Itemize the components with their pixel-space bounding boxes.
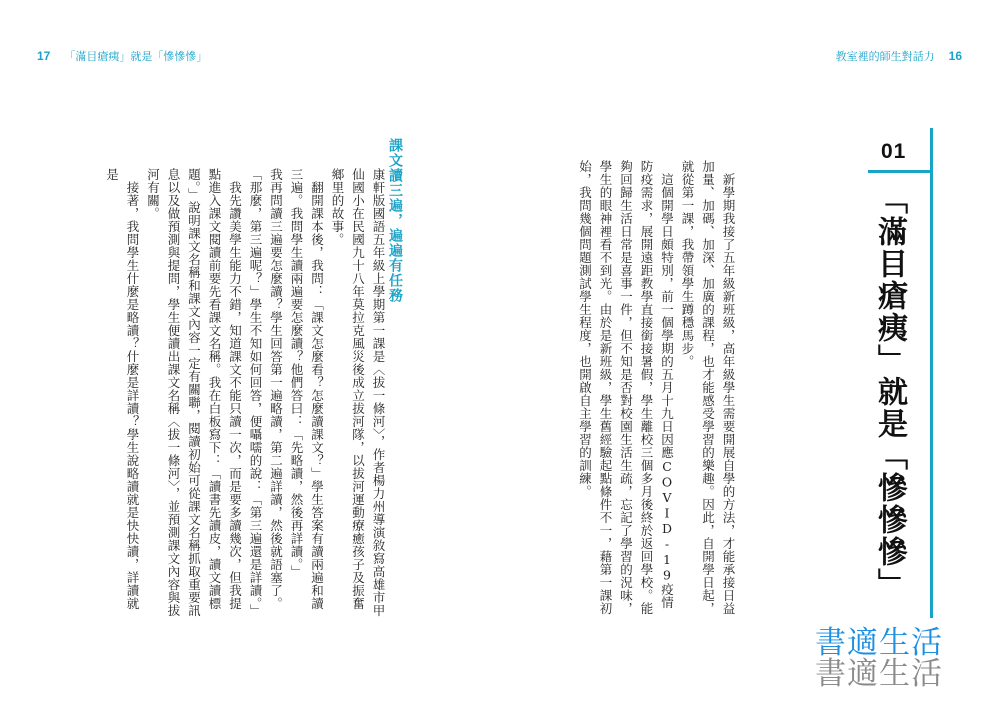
chapter-title-block [868, 128, 938, 628]
chapter-accent-vertical-rule [930, 128, 933, 618]
left-running-header [37, 48, 207, 64]
chapter-number: 01 [881, 140, 907, 163]
section-heading: 課文讀三遍，遍遍有任務 [387, 138, 403, 303]
right-page-number: 16 [948, 49, 962, 63]
left-header-title: 「滿目瘡痍」就是「慘慘慘」 [64, 50, 208, 63]
brand-watermark-primary: 書適生活 [815, 625, 943, 661]
right-header-title: 教室裡的師生對話力 [835, 50, 935, 63]
left-page-body: 康軒版國語五年級上學期第一課是〈拔一條河〉，作者楊力州導演敘寫高雄市甲仙國小在民國九十八年莫拉克風災後成立拔河隊，以拔河運動療癒孩子及振奮鄉里的故事。 翻開課本後，我問：「課文怎麼看？怎麼讀課文？」學生答案有讀兩遍和讀三遍。我問學生讀兩遍要怎麼讀？他們答曰：「先略讀，然後再詳讀。」 我再問讀三遍要怎麼讀？學生回答第一遍略讀，第二遍詳讀，然後就語塞了。「那麼，第三遍呢？」學生不知如何回答，便囁嚅的說：「第三遍還是詳讀。」 我先讚美學生能力不錯，知道課文不能只讀一次，而是要多讀幾次，但我提點進入課文閱讀前要先看課文名稱。我在白板寫下：「讀書先讀皮，讀文讀標題。」說明課文名稱和課文內容一定有關聯，閱讀初始可從課文名稱抓取重要訊息以及做預測與提問，學生便讀出課文名稱〈拔一條河〉，並預測課文內容與拔河有關。 接著，我問學生什麼是略讀？什麼是詳讀？學生說略讀就是快快讀，詳讀就是 [104, 168, 386, 617]
brand-watermark-secondary: 書適生活 [815, 656, 943, 692]
right-running-header [836, 48, 962, 64]
right-page-body: 新學期我接了五年級新班級，高年級學生需要開展自學的方法，才能承接日益加量、加碼、加深、加廣的課程，也才能感受學習的樂趣。因此，自開學日起，就從第一課，我帶領學生蹲穩馬步。 這個開學日頗特別，前一個學期的五月十九日因應COVID-19疫情防疫需求，展開遠距教學直接銜接暑假，學生離校三個多月後終於返回學校。能夠回歸生活日常是喜事一件，但不知是否對校園生活生疏，忘記了學習的況味，學生的眼神裡看不到光。由於是新班級，學生舊經驗起點條件不一，藉第一課初始，我問幾個問題測試學生程度，也開啟自主學習的訓練。 [577, 160, 736, 615]
chapter-title: 「滿目瘡痍」就是「慘慘慘」 [872, 184, 907, 600]
chapter-accent-horizontal-rule [868, 170, 932, 173]
left-page-number: 17 [37, 49, 51, 63]
